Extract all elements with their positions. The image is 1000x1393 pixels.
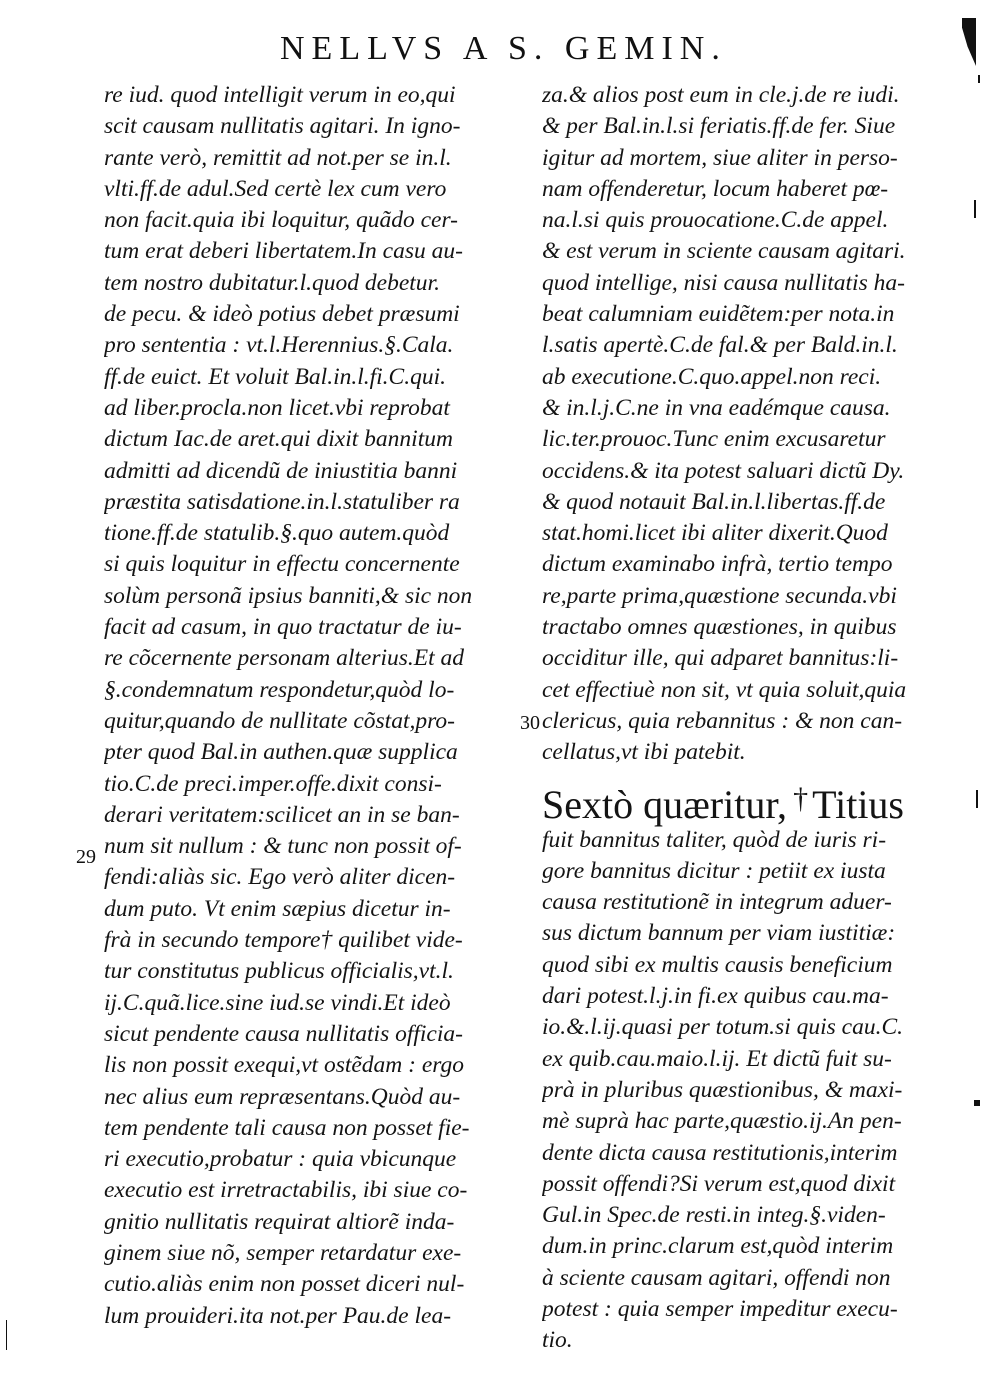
text-line: à sciente causam agitari, offendi non [542, 1264, 891, 1291]
text-line: dum.in princ.clarum est,quòd interim [542, 1233, 894, 1260]
text-line: ri executio,probatur : quia vbicunque [104, 1146, 457, 1173]
text-line: clericus, quia rebannitus : & non can- [542, 707, 903, 734]
text-line: & per Bal.in.l.si feriatis.ff.de fer. Siue [542, 113, 896, 140]
text-line: possit offendi?Si verum est,quod dixit [542, 1170, 896, 1197]
text-line: ij.C.quã.lice.sine iud.se vindi.Et ideò [104, 989, 451, 1016]
text-line: pro sententia : vt.l.Herennius.§.Cala. [104, 332, 454, 359]
dagger-mark: † [793, 781, 809, 815]
text-line: ginem siue nõ, semper retardatur exe- [104, 1239, 462, 1266]
text-line: re,parte prima,quæstione secunda.vbi [542, 582, 897, 609]
text-line: dari potest.l.j.in fi.ex quibus cau.ma- [542, 983, 889, 1010]
text-line: ex quib.cau.maio.l.ij. Et dictũ fuit su- [542, 1045, 892, 1072]
text-line: ff.de euict. Et voluit Bal.in.l.fi.C.qui. [104, 363, 447, 390]
edge-speck [974, 1100, 980, 1106]
text-line: tem pendente tali causa non posset fie- [104, 1114, 470, 1141]
text-line: beat calumniam euidẽtem:per nota.in [542, 301, 895, 328]
text-line: ad liber.procla.non licet.vbi reprobat [104, 394, 450, 421]
text-line: admitti ad dicendũ de iniustitia banni [104, 457, 458, 484]
text-line: cet effectiuè non sit, vt quia soluit,quia [542, 676, 907, 703]
text-line: nec alius eum repræsentans.Quòd au- [104, 1083, 461, 1110]
text-line: nam offenderetur, locum haberet pœ- [542, 175, 889, 202]
text-line: dente dicta causa restitutionis,interim [542, 1139, 898, 1166]
page-edge-mark [962, 18, 976, 66]
text-line: frà in secundo tempore† quilibet vide- [104, 927, 463, 954]
right-column-lower-text [542, 825, 942, 1357]
text-line: gore bannitus dicitur : petiit ex iusta [542, 857, 886, 884]
text-line: sus dictum bannum per viam iustitiæ: [542, 920, 896, 947]
text-line: scit causam nullitatis agitari. In igno- [104, 113, 461, 140]
text-line: & est verum in sciente causam agitari. [542, 238, 906, 265]
text-line: vlti.ff.de adul.Sed certè lex cum vero [104, 175, 447, 202]
text-line: tione.ff.de statulib.§.quo autem.quòd [104, 520, 450, 547]
text-line: quod sibi ex multis causis beneficium [542, 951, 893, 978]
text-line: tur constitutus publicus officialis,vt.l. [104, 958, 454, 985]
text-line: non facit.quia ibi loquitur, quãdo cer- [104, 207, 458, 234]
text-line: dictum Iac.de aret.qui dixit bannitum [104, 426, 453, 453]
text-line: derari veritatem:scilicet an in se ban- [104, 801, 460, 828]
text-line: re iud. quod intelligit verum in eo,qui [104, 82, 456, 108]
text-line: stat.homi.licet ibi aliter dixerit.Quod [542, 520, 888, 547]
text-line: quod intellige, nisi causa nullitatis ha- [542, 269, 905, 296]
text-line: executio est irretractabilis, ibi siue co- [104, 1177, 468, 1204]
text-line: rante verò, remittit ad not.per se in.l. [104, 144, 452, 171]
text-line: §.condemnatum respondetur,quòd lo- [104, 676, 455, 703]
text-line: lum prouideri.ita not.per Pau.de lea- [104, 1302, 452, 1329]
text-line: lis non possit exequi,vt ostẽdam : ergo [104, 1052, 465, 1079]
text-line: tio.C.de preci.imper.offe.dixit consi- [104, 770, 442, 797]
edge-speck [6, 1320, 7, 1350]
text-line: cellatus,vt ibi patebit. [542, 739, 746, 766]
right-column-upper-text [542, 80, 942, 769]
edge-speck [974, 200, 976, 218]
text-line: pter quod Bal.in authen.quæ supplica [104, 739, 458, 766]
text-line: tractabo omnes quæstiones, in quibus [542, 614, 897, 641]
text-line: facit ad casum, in quo tractatur de iu- [104, 614, 462, 641]
right-text-column [542, 80, 942, 1357]
text-line: ab executione.C.quo.appel.non reci. [542, 363, 882, 390]
text-line: num sit nullum : & tunc non possit of- [104, 833, 462, 860]
text-line: solùm personã ipsius banniti,& sic non [104, 582, 473, 609]
text-line: & in.l.j.C.ne in vna eadémque causa. [542, 394, 891, 421]
text-line: causa restitutionẽ in integrum aduer- [542, 889, 892, 916]
text-line: fendi:aliàs sic. Ego verò aliter dicen- [104, 864, 456, 891]
text-line: io.&.l.ij.quasi per totum.si quis cau.C. [542, 1014, 904, 1041]
text-line: prà in pluribus quæstionibus, & maxi- [542, 1076, 903, 1103]
text-line: gnitio nullitatis requirat altiorẽ inda- [104, 1208, 455, 1235]
edge-speck [976, 790, 978, 808]
text-line: potest : quia semper impeditur execu- [542, 1295, 898, 1322]
text-line: dictum examinabo infrà, tertio tempo [542, 551, 893, 578]
text-line: Gul.in Spec.de resti.in integ.§.viden- [542, 1202, 886, 1229]
text-line: occidens.& ita potest saluari dictũ Dy. [542, 457, 905, 484]
section-heading-tail: Titius [812, 781, 904, 827]
margin-number-left: 29 [76, 846, 96, 868]
section-heading [542, 773, 942, 825]
edge-speck [978, 75, 980, 83]
text-line: de pecu. & ideò potius debet præsumi [104, 301, 460, 328]
text-line: lic.ter.prouoc.Tunc enim excusaretur [542, 426, 886, 453]
running-title: NELLVS A S. GEMIN. [280, 30, 727, 67]
text-line: tum erat deberi libertatem.In casu au- [104, 238, 463, 265]
section-heading-main: Sextò quæritur, [542, 781, 788, 827]
margin-number-right: 30 [520, 712, 540, 734]
text-line: si quis loquitur in effectu concernente [104, 551, 460, 578]
text-line: mè suprà hac parte,quæstio.ij.An pen- [542, 1108, 902, 1135]
text-line: & quod notauit Bal.in.l.libertas.ff.de [542, 488, 886, 515]
text-line: quitur,quando de nullitate cõstat,pro- [104, 707, 455, 734]
text-line: tem nostro dubitatur.l.quod debetur. [104, 269, 440, 296]
text-line: igitur ad mortem, siue aliter in perso- [542, 144, 898, 171]
text-line: dum puto. Vt enim sæpius dicetur in- [104, 895, 451, 922]
text-line: na.l.si quis prouocatione.C.de appel. [542, 207, 889, 234]
text-line: cutio.aliàs enim non posset diceri nul- [104, 1271, 465, 1298]
text-line: za.& alios post eum in cle.j.de re iudi. [542, 82, 900, 108]
text-line: occiditur ille, qui adparet bannitus:li- [542, 645, 899, 672]
text-line: tio. [542, 1327, 573, 1354]
text-line: præstita satisdatione.in.l.statuliber ra [104, 488, 460, 515]
text-line: l.satis apertè.C.de fal.& per Bald.in.l. [542, 332, 898, 359]
left-text-column [104, 80, 504, 1332]
text-line: fuit bannitus taliter, quòd de iuris ri- [542, 826, 887, 853]
text-line: sicut pendente causa nullitatis officia- [104, 1020, 463, 1047]
text-line: re cõcernente personam alterius.Et ad [104, 645, 465, 672]
